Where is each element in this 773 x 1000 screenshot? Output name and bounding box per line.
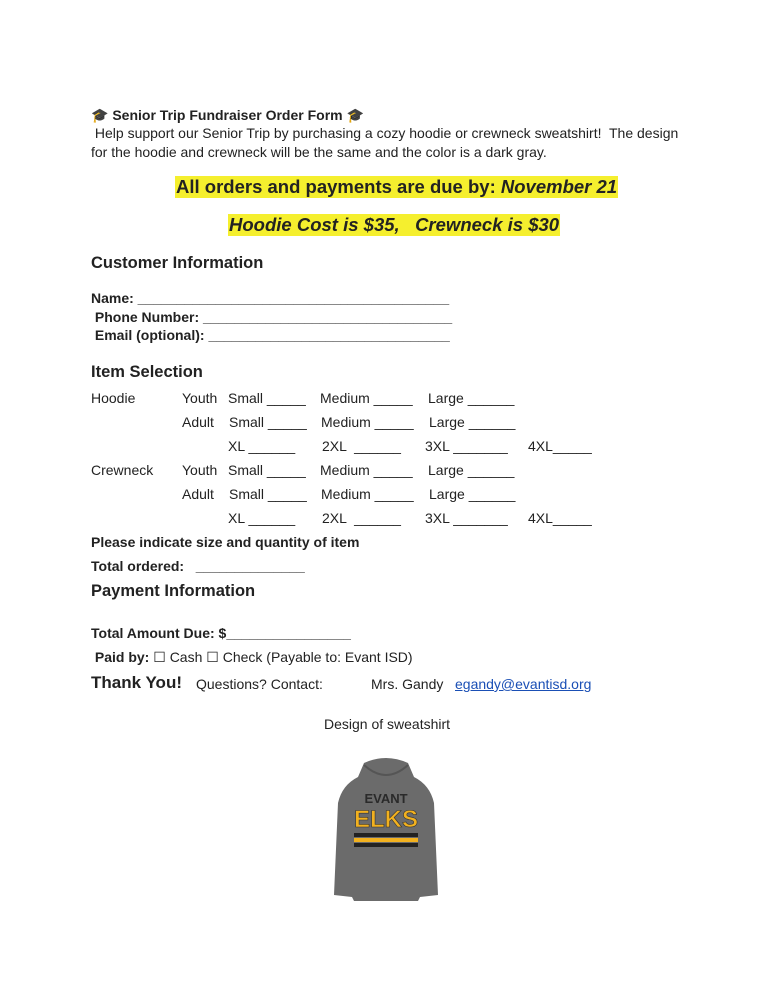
cash-label: Cash (169, 649, 203, 665)
sweatshirt-design-image (334, 755, 438, 901)
size-note: Please indicate size and quantity of item (91, 534, 360, 550)
crewneck-xl[interactable]: XL ______ (228, 510, 296, 526)
cost-banner: Hoodie Cost is $35, Crewneck is $30 (229, 214, 560, 235)
intro-line-1: Help support our Senior Trip by purchasing a cozy hoodie or crewneck sweatshirt! The design (91, 125, 679, 141)
contact-name: Mrs. Gandy (371, 676, 444, 692)
crewneck-youth-medium[interactable]: Medium _____ (320, 462, 413, 478)
customer-heading: Customer Information (91, 254, 264, 272)
hoodie-label: Hoodie (91, 390, 136, 406)
hoodie-4xl[interactable]: 4XL_____ (528, 438, 592, 454)
hoodie-youth-medium[interactable]: Medium _____ (320, 390, 413, 406)
email-field[interactable]: Email (optional): _______________________________ (91, 327, 450, 343)
crewneck-label: Crewneck (91, 462, 154, 478)
phone-field[interactable]: Phone Number: ________________________________ (91, 309, 453, 325)
adult-label: Adult (182, 414, 214, 430)
logo-top: EVANT (364, 791, 408, 806)
total-amount-field[interactable]: Total Amount Due: $________________ (91, 625, 351, 641)
crewneck-adult-small[interactable]: Small _____ (229, 486, 307, 502)
crewneck-adult-large[interactable]: Large ______ (429, 486, 516, 502)
adult-label: Adult (182, 486, 214, 502)
hoodie-adult-small[interactable]: Small _____ (229, 414, 307, 430)
logo-main: ELKS (353, 806, 419, 833)
crewneck-youth-large[interactable]: Large ______ (428, 462, 515, 478)
graduation-cap-icon: 🎓 (91, 107, 109, 123)
hoodie-3xl[interactable]: 3XL _______ (425, 438, 508, 454)
hoodie-xl[interactable]: XL ______ (228, 438, 296, 454)
due-date-banner (175, 176, 618, 198)
item-selection-heading: Item Selection (91, 363, 203, 381)
crewneck-3xl[interactable]: 3XL _______ (425, 510, 508, 526)
hoodie-2xl[interactable]: 2XL ______ (322, 438, 401, 454)
questions-label: Questions? Contact: (196, 676, 323, 692)
crewneck-youth-small[interactable]: Small _____ (228, 462, 306, 478)
cash-checkbox[interactable]: ☐ (153, 649, 166, 665)
title-text: Senior Trip Fundraiser Order Form (112, 107, 343, 123)
graduation-cap-icon: 🎓 (346, 107, 364, 123)
youth-label: Youth (182, 462, 218, 478)
paid-by-label: Paid by: (91, 649, 154, 665)
due-date: November 21 (500, 176, 618, 197)
hoodie-youth-small[interactable]: Small _____ (228, 390, 306, 406)
crewneck-adult-medium[interactable]: Medium _____ (321, 486, 414, 502)
name-field[interactable]: Name: ________________________________________ (91, 290, 450, 306)
crewneck-2xl[interactable]: 2XL ______ (322, 510, 401, 526)
intro-line-2: for the hoodie and crewneck will be the same and the color is a dark gray. (91, 144, 547, 160)
hoodie-youth-large[interactable]: Large ______ (428, 390, 515, 406)
thank-you: Thank You! (91, 673, 182, 692)
due-prefix: All orders and payments are due by: (176, 176, 501, 197)
form-title (91, 106, 364, 124)
contact-email-link[interactable]: egandy@evantisd.org (455, 676, 592, 692)
crewneck-4xl[interactable]: 4XL_____ (528, 510, 592, 526)
hoodie-adult-large[interactable]: Large ______ (429, 414, 516, 430)
total-ordered-field[interactable]: Total ordered: ______________ (91, 558, 305, 574)
design-caption: Design of sweatshirt (324, 716, 451, 732)
check-label: Check (Payable to: Evant ISD) (222, 649, 413, 665)
youth-label: Youth (182, 390, 218, 406)
payment-heading: Payment Information (91, 582, 256, 600)
hoodie-adult-medium[interactable]: Medium _____ (321, 414, 414, 430)
check-checkbox[interactable]: ☐ (206, 649, 219, 665)
paid-by-row (91, 648, 413, 666)
